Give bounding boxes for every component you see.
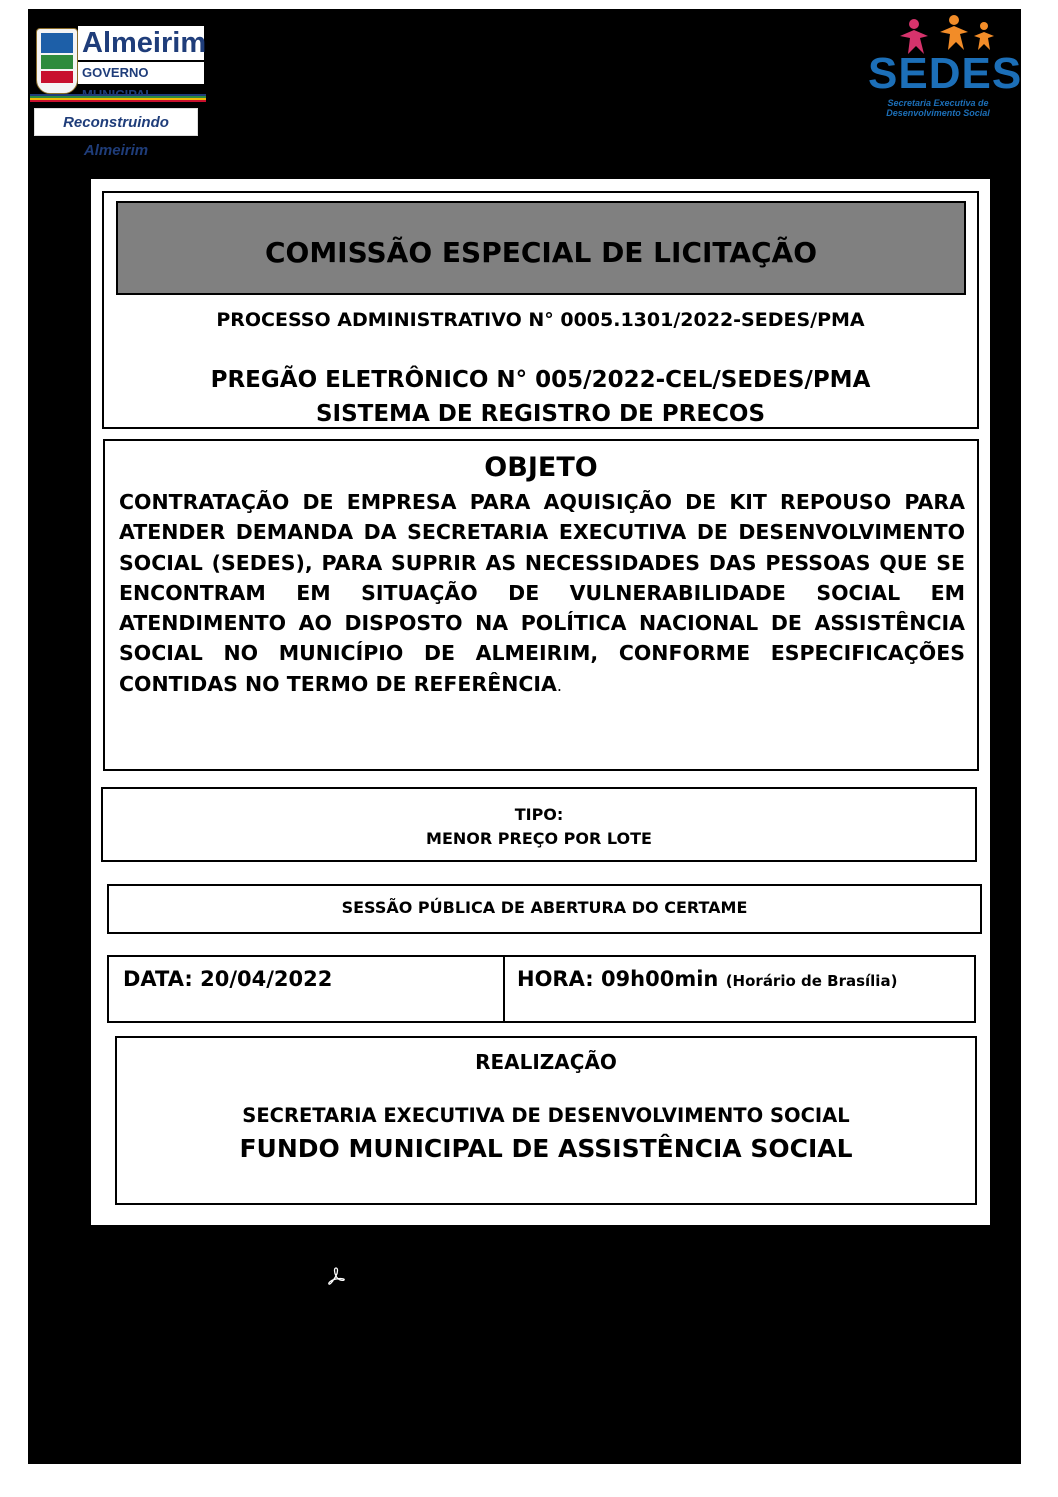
acrobat-icon xyxy=(326,1266,346,1286)
hora-box xyxy=(503,955,976,1023)
sedes-logo xyxy=(864,14,1023,124)
sessao-label: SESSÃO PÚBLICA DE ABERTURA DO CERTAME xyxy=(341,898,748,917)
tipo-box xyxy=(101,787,977,862)
tipo-label: TIPO: xyxy=(514,805,564,824)
objeto-box xyxy=(103,439,979,771)
data-box xyxy=(107,955,507,1023)
fundo-name: FUNDO MUNICIPAL DE ASSISTÊNCIA SOCIAL xyxy=(239,1134,853,1163)
objeto-text xyxy=(119,487,965,701)
tipo-value: MENOR PREÇO POR LOTE xyxy=(426,829,652,848)
almeirim-logo xyxy=(30,26,207,159)
sessao-box xyxy=(107,884,982,934)
logo-subtitle: GOVERNO xyxy=(78,62,204,84)
objeto-body: CONTRATAÇÃO DE EMPRESA PARA AQUISIÇÃO DE KIT REPOUSO PARA ATENDER DEMANDA DA SECRETARIA EXECUTIVA DE DESENVOLVIMENTO SOCIAL (SEDES), PARA SUPRIR AS NECESSIDADES DAS PESSOAS QUE SE ENCONTRAM EM SITUAÇÃO DE VULNERABILIDADE SOCIAL EM ATENDIMENTO AO DISPOSTO NA POLÍTICA NACIONAL DE ASSISTÊNCIA SOCIAL NO MUNICÍPIO DE ALMEIRIM, CONFORME ESPECIFICAÇÕES CONTIDAS NO TERMO DE REFERÊNCIA xyxy=(119,490,965,696)
objeto-period: . xyxy=(556,675,563,695)
tipo-block xyxy=(103,803,975,851)
logo-slogan: Reconstruindo Almeirim xyxy=(34,108,198,136)
realizacao-label: REALIZAÇÃO xyxy=(475,1050,617,1074)
objeto-title: OBJETO xyxy=(484,452,598,483)
document-title: COMISSÃO ESPECIAL DE LICITAÇÃO xyxy=(116,201,966,295)
realizacao-box xyxy=(115,1036,977,1205)
logo-stripes xyxy=(30,94,206,102)
sedes-name: SEDES xyxy=(868,49,1023,98)
sistema-registro: SISTEMA DE REGISTRO DE PRECOS xyxy=(315,401,766,427)
header-box xyxy=(102,191,979,429)
secretaria-name: SECRETARIA EXECUTIVA DE DESENVOLVIMENTO SOCIAL xyxy=(242,1104,850,1127)
session-time: HORA: 09h00min xyxy=(517,967,719,991)
document-page xyxy=(91,179,990,1225)
processo-number: PROCESSO ADMINISTRATIVO N° 0005.1301/2022-SEDES/PMA xyxy=(216,309,865,331)
pregao-number: PREGÃO ELETRÔNICO N° 005/2022-CEL/SEDES/PMA xyxy=(210,367,871,393)
time-zone-note: (Horário de Brasília) xyxy=(725,972,898,990)
session-date: DATA: 20/04/2022 xyxy=(123,967,333,991)
logo-name: Almeirim xyxy=(78,26,204,60)
pregao-block xyxy=(104,363,977,431)
session-time-block xyxy=(517,967,897,991)
sedes-subtitle: Secretaria Executiva de Desenvolvimento Social xyxy=(886,98,990,118)
crest-icon xyxy=(36,28,78,94)
